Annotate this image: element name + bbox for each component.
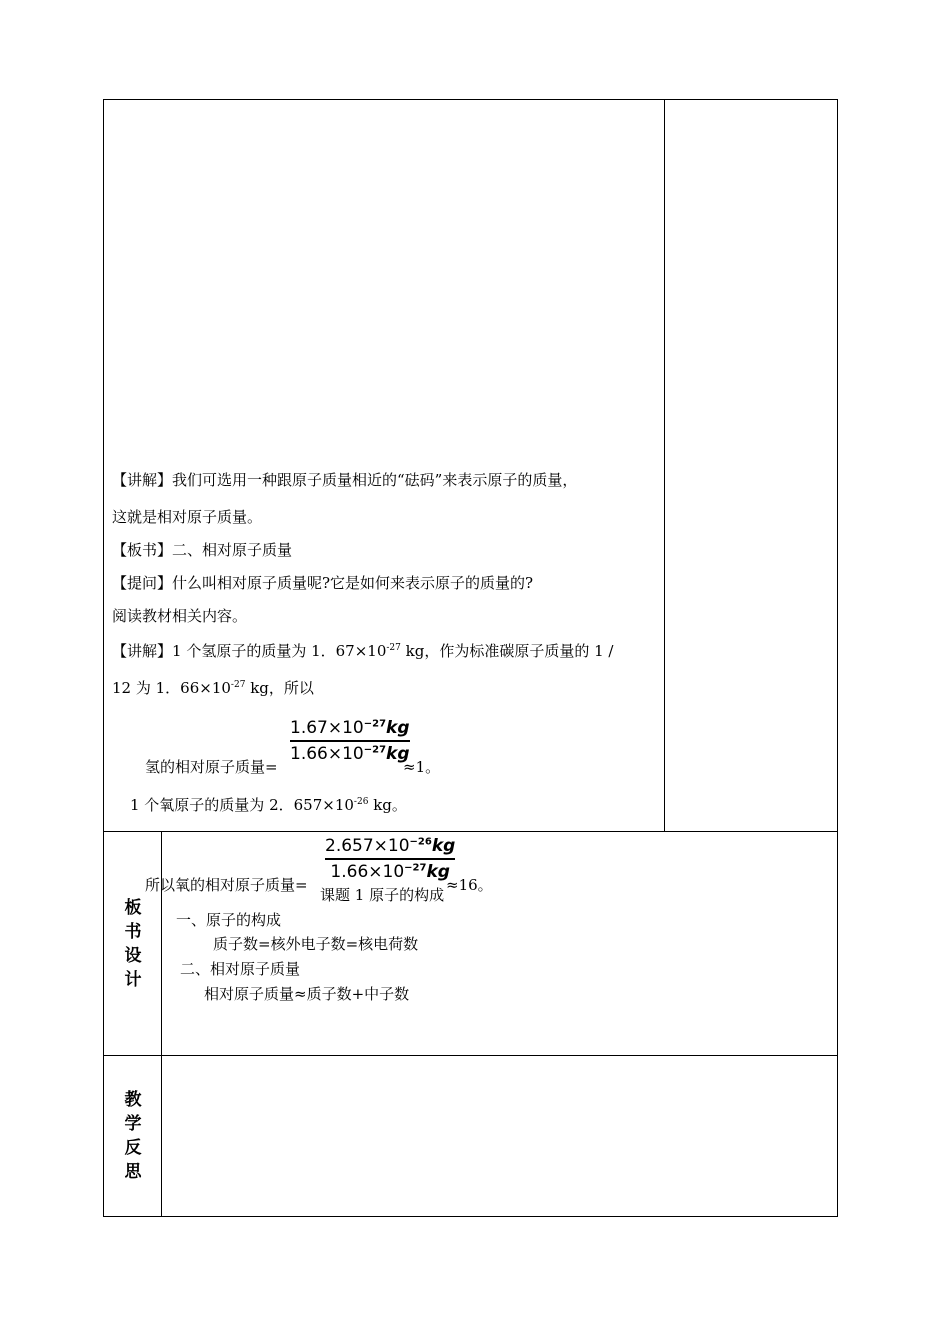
table-border-bottom xyxy=(103,1216,838,1217)
table-border-left xyxy=(103,99,104,1217)
explain-text-line1: 我们可选用一种跟原子质量相近的“砝码”来表示原子的质量， xyxy=(172,471,578,489)
fraction-bar xyxy=(325,858,455,860)
fraction-bar xyxy=(290,740,410,742)
reflection-label: 教 学 反 思 xyxy=(124,1090,142,1182)
board-design-label: 板 书 设 计 xyxy=(124,898,142,990)
explain-tag-2: 【讲解】 xyxy=(112,642,173,660)
board-line-1: 一、原子的构成 xyxy=(176,911,282,929)
row-divider-board xyxy=(103,831,838,832)
board-note-text: 二、相对原子质量 xyxy=(172,541,293,559)
oxygen-denominator: $1.66\times 10^{-27}kg$ xyxy=(330,861,450,882)
explain-tag: 【讲解】 xyxy=(112,471,173,489)
oxygen-result: ≈16。 xyxy=(446,876,493,894)
board-note xyxy=(112,540,292,560)
board-line-2: 质子数=核外电子数=核电荷数 xyxy=(213,935,419,953)
oxygen-mass-line: 1 个氧原子的质量为 2．$657\times 10^{-26}$ kg。 xyxy=(130,796,407,814)
oxygen-label: 所以氧的相对原子质量= xyxy=(145,876,308,894)
row-divider-reflection xyxy=(103,1055,838,1056)
question-tag: 【提问】 xyxy=(112,574,173,592)
explanation-line-2: 这就是相对原子质量。 xyxy=(112,508,263,526)
question-text: 什么叫相对原子质量呢?它是如何来表示原子的质量的? xyxy=(172,574,534,592)
oxygen-numerator: $2.657\times 10^{-26}kg$ xyxy=(325,836,456,856)
oxygen-fraction xyxy=(325,836,455,882)
board-title: 课题 1 原子的构成 xyxy=(320,886,445,904)
explanation-line-2b: 12 为 1．$66\times 10^{-27}$ kg，所以 xyxy=(112,679,314,697)
hydrogen-numerator: $1.67\times 10^{-27}kg$ xyxy=(290,718,410,738)
board-line-4: 相对原子质量≈质子数+中子数 xyxy=(204,985,410,1003)
table-border-top xyxy=(103,99,838,100)
hydrogen-fraction xyxy=(290,718,410,764)
hydrogen-label: 氢的相对原子质量= xyxy=(145,758,278,776)
board-line-3: 二、相对原子质量 xyxy=(180,960,301,978)
hydrogen-denominator: $1.66\times 10^{-27}kg$ xyxy=(290,743,410,764)
column-divider-notes xyxy=(664,99,665,831)
board-tag: 【板书】 xyxy=(112,541,173,559)
explanation-paragraph-2: 【讲解】1 个氢原子的质量为 1．$67\times 10^{-27}$ kg，作为标准碳原子质量的 1 / xyxy=(112,642,614,660)
explanation-paragraph-1 xyxy=(112,470,577,490)
question-paragraph xyxy=(112,573,533,593)
reading-instruction: 阅读教材相关内容。 xyxy=(112,607,248,625)
hydrogen-result: ≈1。 xyxy=(403,758,441,776)
table-border-right xyxy=(837,99,838,1217)
